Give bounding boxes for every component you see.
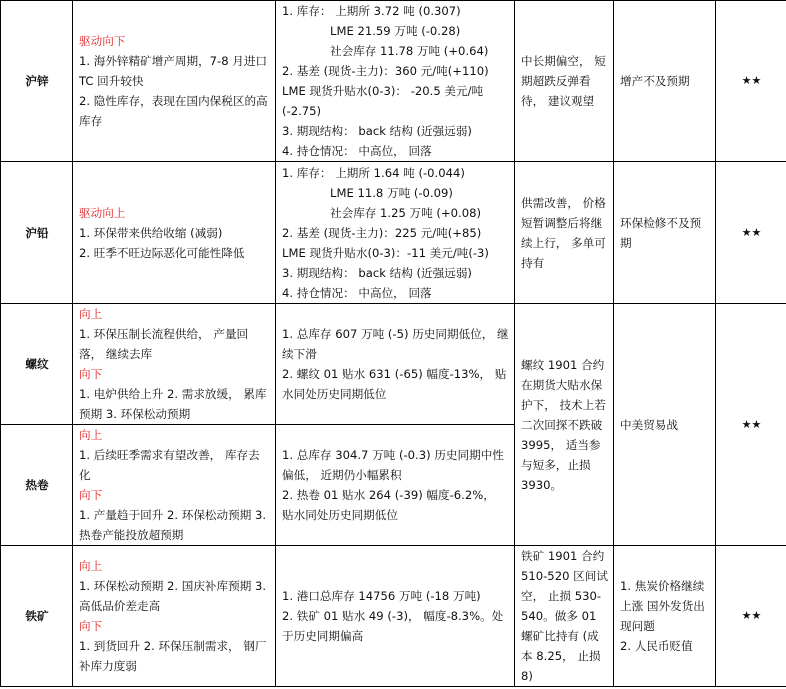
driver-item: 1. 电炉供给上升 2. 需求放缓， 累库预期 3. 环保松动预期: [79, 387, 267, 421]
risk-cell: 增产不及预期: [614, 1, 716, 162]
fund-line: 3. 期现结构： back 结构 (近强远弱): [282, 265, 472, 280]
driver-cell: [73, 1, 276, 162]
driver-item: 1. 环保带来供给收缩 (减弱): [79, 225, 223, 240]
fund-line: LME 11.8 万吨 (-0.09): [330, 185, 453, 200]
fundamentals-cell: [276, 1, 515, 162]
strategy-cell: 中长期偏空， 短期超跌反弹看待， 建议观望: [515, 1, 614, 162]
fund-line: LME 21.59 万吨 (-0.28): [330, 24, 461, 38]
fund-line: 1. 库存： 上期所 3.72 吨 (0.307): [282, 4, 461, 18]
row-name: 螺纹: [1, 304, 73, 425]
table-row: [1, 304, 786, 425]
fund-line: 3. 期现结构： back 结构 (近强远弱): [282, 124, 472, 138]
risk-cell: 环保检修不及预期: [614, 162, 716, 304]
row-name: 铁矿: [1, 546, 73, 687]
driver-item: 1. 产量趋于回升 2. 环保松动预期 3. 热卷产能投放超预期: [79, 508, 267, 542]
fundamentals-cell: [276, 162, 515, 304]
driver-item: 2. 旺季不旺边际恶化可能性降低: [79, 245, 245, 260]
row-name: 沪铅: [1, 162, 73, 304]
risk-cell: 中美贸易战: [614, 304, 716, 546]
driver-item: 1. 后续旺季需求有望改善， 库存去化: [79, 448, 260, 482]
fund-line: LME 现货升贴水(0-3)：-11 美元/吨(-3): [282, 245, 489, 260]
fund-line: 社会库存 1.25 万吨 (+0.08): [330, 205, 482, 220]
rating-stars: ★★: [716, 162, 786, 304]
driver-direction: 向上: [79, 559, 103, 573]
fund-line: 1. 库存： 上期所 1.64 吨 (-0.044): [282, 165, 465, 180]
fund-line: 4. 持仓情况： 中高位， 回落: [282, 144, 432, 158]
fund-line: 社会库存 11.78 万吨 (+0.64): [330, 44, 489, 58]
table-row: [1, 1, 786, 162]
rating-stars: ★★: [716, 546, 786, 687]
fundamentals-cell: 1. 总库存 304.7 万吨 (-0.3) 历史同期中性偏低， 近期仍小幅累积 2. 热卷 01 贴水 264 (-39) 幅度-6.2%， 贴水同处历史同期低位: [276, 425, 515, 546]
driver-item: 2. 隐性库存，表现在国内保税区的高库存: [79, 94, 268, 128]
fundamentals-cell: 1. 总库存 607 万吨 (-5) 历史同期低位， 继续下滑 2. 螺纹 01 贴水 631 (-65) 幅度-13%， 贴水同处历史同期低位: [276, 304, 515, 425]
risk-cell: 1. 焦炭价格继续上涨 国外发货出现问题 2. 人民币贬值: [614, 546, 716, 687]
table-row: [1, 162, 786, 304]
driver-item: 1. 环保压制长流程供给， 产量回落， 继续去库: [79, 327, 249, 361]
driver-cell: [73, 304, 276, 425]
driver-item: 1. 海外锌精矿增产周期，7-8 月进口 TC 回升较快: [79, 54, 268, 88]
driver-direction: 驱动向下: [79, 34, 126, 48]
driver-direction: 向上: [79, 307, 103, 321]
driver-direction: 向下: [79, 367, 103, 381]
fund-line: 2. 基差 (现货-主力)：360 元/吨(+110): [282, 64, 489, 78]
fund-line: LME 现货升贴水(0-3)： -20.5 美元/吨: [282, 84, 484, 98]
driver-cell: [73, 546, 276, 687]
fund-line: 2. 基差 (现货-主力)：225 元/吨(+85): [282, 225, 482, 240]
driver-direction: 向下: [79, 488, 103, 502]
driver-direction: 向上: [79, 428, 103, 442]
rating-stars: ★★: [716, 304, 786, 546]
table-row: [1, 546, 786, 687]
strategy-cell: 铁矿 1901 合约 510-520 区间试空， 止损 530-540。做多 01 螺矿比持有 (成本 8.25， 止损 8): [515, 546, 614, 687]
fund-line: 4. 持仓情况： 中高位， 回落: [282, 285, 432, 300]
driver-item: 1. 到货回升 2. 环保压制需求， 钢厂补库力度弱: [79, 639, 267, 673]
driver-cell: [73, 425, 276, 546]
rating-stars: ★★: [716, 1, 786, 162]
driver-direction: 向下: [79, 619, 103, 633]
strategy-cell: 螺纹 1901 合约在期货大贴水保护下， 技术上若二次回探不跌破 3995， 适当参与短多，止损 3930。: [515, 304, 614, 546]
fund-line: (-2.75): [282, 104, 322, 118]
strategy-cell: 供需改善， 价格短暂调整后将继续上行， 多单可持有: [515, 162, 614, 304]
row-name: 热卷: [1, 425, 73, 546]
row-name: 沪锌: [1, 1, 73, 162]
fundamentals-cell: 1. 港口总库存 14756 万吨 (-18 万吨) 2. 铁矿 01 贴水 49 (-3)， 幅度-8.3%。处于历史同期偏高: [276, 546, 515, 687]
driver-cell: [73, 162, 276, 304]
driver-direction: 驱动向上: [79, 205, 126, 220]
driver-item: 1. 环保松动预期 2. 国庆补库预期 3. 高低品价差走高: [79, 579, 267, 613]
